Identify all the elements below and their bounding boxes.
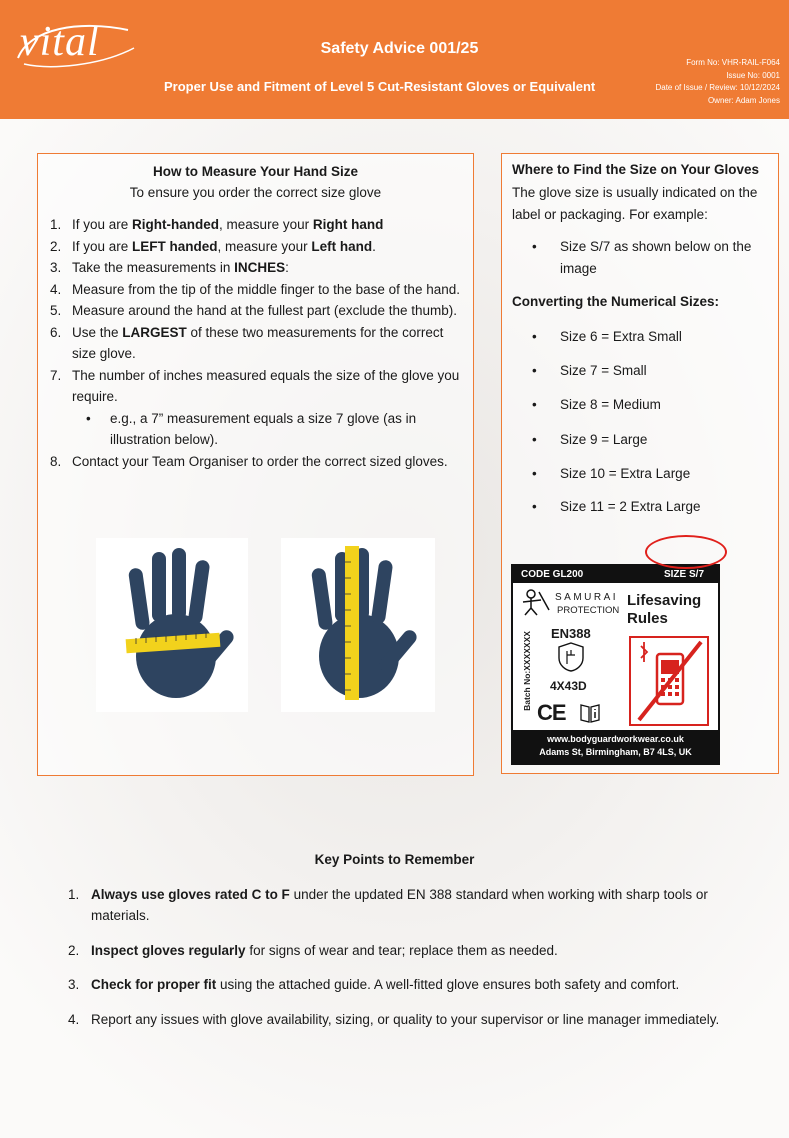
step-item: 6. Use the LARGEST of these two measurements for the correct size glove. <box>50 324 444 361</box>
step-item: 1. If you are Right-handed, measure your Right hand <box>50 217 384 232</box>
page-title: Safety Advice 001/25 <box>320 40 479 57</box>
label-size: SIZE S/7 <box>663 569 704 580</box>
label-bottom-bar <box>513 730 718 763</box>
label-code: CODE GL200 <box>521 569 584 580</box>
size-highlight-circle <box>645 535 727 569</box>
hand-width-illustration <box>96 538 248 712</box>
brand-sub: PROTECTION <box>557 605 620 616</box>
brand-name: SAMURAI <box>555 592 619 603</box>
measure-heading: How to Measure Your Hand Size <box>152 164 359 179</box>
size-list-item: • Size 11 = 2 Extra Large <box>532 499 700 514</box>
label-website: www.bodyguardworkwear.co.uk <box>547 734 684 744</box>
hand-length-illustration <box>281 538 435 712</box>
size-list-item: • Size 7 = Small <box>532 363 647 378</box>
size-list-item: • Size 6 = Extra Small <box>532 329 682 344</box>
en388-standard: EN388 <box>551 626 591 641</box>
page-header <box>0 0 789 119</box>
batch-number: Batch No:XXXXXXX <box>521 631 532 711</box>
glove-rating: 4X43D <box>550 679 587 693</box>
hand-icon <box>96 538 248 712</box>
glove-label-image <box>511 564 720 765</box>
key-point-item: 3. Check for proper fit using the attached guide. A well-fitted glove ensures both safety and comfort. <box>68 977 680 992</box>
key-point-item: 2. Inspect gloves regularly for signs of wear and tear; replace them as needed. <box>68 943 558 958</box>
key-points-title: Key Points to Remember <box>314 852 475 867</box>
converting-heading: Converting the Numerical Sizes: <box>512 294 720 309</box>
no-mobile-phone-icon <box>629 636 709 726</box>
step-item: 2. If you are LEFT handed, measure your Left hand. <box>50 238 376 254</box>
issue-number: Issue No: 0001 <box>726 70 780 80</box>
vital-logo-text: vital <box>20 19 100 65</box>
example-bullet: • e.g., a 7” measurement equals a size 7 glove (as in illustration below). <box>86 408 465 451</box>
step-item: 3. Take the measurements in INCHES: <box>50 260 289 275</box>
where-heading: Where to Find the Size on Your Gloves <box>512 162 760 177</box>
document-meta <box>655 57 780 107</box>
form-number: Form No: VHR-RAIL-F064 <box>686 58 780 67</box>
key-point-item: 1. Always use gloves rated C to F under the updated EN 388 standard when working with sharp tools or materials. <box>68 887 708 923</box>
measure-steps <box>50 214 465 472</box>
ce-mark: CE <box>537 700 566 725</box>
size-list-item: • Size 9 = Large <box>532 432 647 447</box>
label-address: Adams St, Birmingham, B7 4LS, UK <box>539 747 692 757</box>
samurai-figure-icon <box>517 588 553 616</box>
size-list-item: • Size 10 = Extra Large <box>532 466 690 481</box>
lifesaving-rules-title: Lifesaving Rules <box>627 592 702 627</box>
measure-subheading: To ensure you order the correct size glove <box>129 185 382 200</box>
info-manual-icon <box>579 702 601 724</box>
step-item: 7. The number of inches measured equals the size of the glove you require. • e.g., a 7” measurement equals a size 7 glove (as in illustration below). <box>50 365 465 451</box>
step-item: 5. Measure around the hand at the fullest part (exclude the thumb). <box>50 303 457 318</box>
document-owner: Owner: Adam Jones <box>707 95 780 105</box>
glove-shield-icon <box>557 642 585 672</box>
hand-icon <box>281 538 435 712</box>
step-item: 8. Contact your Team Organiser to order the correct sized gloves. <box>50 453 448 469</box>
issue-date: Date of Issue / Review: 10/12/2024 <box>655 83 780 92</box>
size-list-item: • Size 8 = Medium <box>532 397 661 412</box>
key-point-item: 4. Report any issues with glove availability, sizing, or quality to your supervisor or line manager immediately. <box>68 1012 720 1027</box>
page-subtitle: Proper Use and Fitment of Level 5 Cut-Resistant Gloves or Equivalent <box>164 79 596 94</box>
measure-hand-panel <box>37 153 474 776</box>
step-item: 4. Measure from the tip of the middle finger to the base of the hand. <box>50 281 460 297</box>
where-text: The glove size is usually indicated on the label or packaging. For example: <box>512 185 758 222</box>
size-example-bullet: • Size S/7 as shown below on the image <box>532 236 772 280</box>
